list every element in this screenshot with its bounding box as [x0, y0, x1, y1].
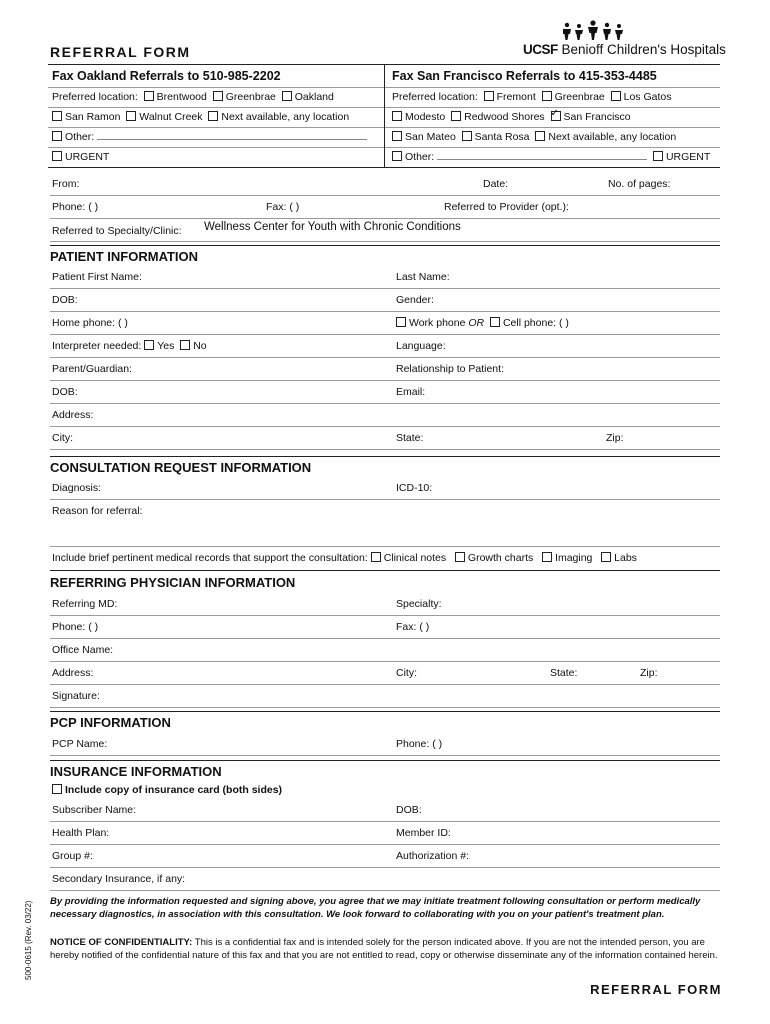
interpreter-row[interactable] [50, 334, 720, 358]
san-francisco-checkbox[interactable] [551, 111, 561, 121]
reason-row[interactable] [50, 499, 720, 547]
from-label: From: [52, 178, 80, 190]
home-phone-label: Home phone: ( ) [52, 317, 128, 329]
secondary-row[interactable] [50, 867, 720, 891]
member-label: Member ID: [396, 827, 451, 839]
santa-rosa-checkbox[interactable] [462, 131, 472, 141]
sf-pref-row3 [392, 131, 676, 143]
loc-label: Santa Rosa [474, 131, 530, 143]
oak-other-checkbox[interactable] [52, 131, 62, 141]
gender-label: Gender: [396, 294, 434, 306]
last-name-label: Last Name: [396, 271, 450, 283]
loc-label: San Mateo [405, 131, 456, 143]
relationship-label: Relationship to Patient: [396, 363, 504, 375]
oakland-checkbox[interactable] [282, 91, 292, 101]
state-label: State: [396, 432, 424, 444]
bottom-form-title: REFERRAL FORM [590, 982, 722, 997]
oak-other-input[interactable] [97, 139, 367, 140]
sf-other-row [392, 151, 710, 163]
diagnosis-row[interactable] [50, 476, 720, 500]
include-card-checkbox[interactable] [52, 784, 62, 794]
first-name-label: Patient First Name: [52, 271, 142, 283]
group-row[interactable] [50, 844, 720, 868]
auth-label: Authorization #: [396, 850, 469, 862]
los-gatos-checkbox[interactable] [611, 91, 621, 101]
secondary-label: Secondary Insurance, if any: [52, 873, 186, 885]
phone-label: Phone: ( ) [52, 201, 99, 213]
interpreter-group [52, 340, 207, 352]
loc-label: Next available, any location [221, 111, 350, 123]
labs-checkbox[interactable] [601, 552, 611, 562]
loc-label: Modesto [405, 111, 446, 123]
plan-row[interactable] [50, 821, 720, 845]
loc-label: Brentwood [156, 91, 207, 103]
loc-label: Next available, any location [548, 131, 677, 143]
specialty-row[interactable] [50, 218, 720, 242]
loc-label: San Francisco [563, 111, 631, 123]
interpreter-label: Interpreter needed: [52, 340, 142, 352]
include-card-row [52, 784, 282, 796]
option-label: Labs [614, 552, 637, 564]
sf-next-available-checkbox[interactable] [535, 131, 545, 141]
patient-phone-row[interactable] [50, 311, 720, 335]
loc-label: Fremont [496, 91, 536, 103]
guardian-dob-label: DOB: [52, 386, 78, 398]
loc-label: Walnut Creek [139, 111, 203, 123]
work-cell-group [396, 317, 569, 329]
sf-pref-row [392, 91, 672, 103]
interp-no-checkbox[interactable] [180, 340, 190, 350]
phys-address-row[interactable] [50, 661, 720, 685]
phys-city-label: City: [396, 667, 417, 679]
agreement-text: By providing the information requested and signing above, you agree that we may initiate treatment following consultation or perform medically necessary diagnostics, in association with this consultation. We look forward to collaborating with you on your patient's treatment plan. [50, 896, 701, 920]
notice-text: This is a confidential fax and is intended solely for the person indicated above. If you are not the intended person, you are hereby notified of the confidential nature of this fax and that you are not entitled to read, copy or otherwise disseminate any of the information contained herein. [50, 937, 718, 961]
insurance-heading: INSURANCE INFORMATION [50, 764, 222, 779]
ucsf-brand: UCSF [523, 42, 558, 57]
sf-pref-label: Preferred location: [392, 91, 478, 103]
icd-label: ICD-10: [396, 482, 433, 494]
phys-zip-label: Zip: [640, 667, 658, 679]
ucsf-logo [523, 20, 728, 60]
brentwood-checkbox[interactable] [144, 91, 154, 101]
option-label: Growth charts [467, 552, 534, 564]
city-row[interactable] [50, 426, 720, 450]
clinical-notes-checkbox[interactable] [371, 552, 381, 562]
patient-name-row[interactable] [50, 265, 720, 289]
subscriber-label: Subscriber Name: [52, 804, 137, 816]
pcp-row[interactable] [50, 732, 720, 756]
guardian-label: Parent/Guardian: [52, 363, 132, 375]
pcp-name-label: PCP Name: [52, 738, 108, 750]
other-label: Other: [405, 151, 435, 163]
physician-heading: REFERRING PHYSICIAN INFORMATION [50, 575, 296, 590]
oakland-pref-row [52, 91, 334, 103]
no-label: No [193, 340, 207, 352]
zip-label: Zip: [606, 432, 624, 444]
imaging-checkbox[interactable] [542, 552, 552, 562]
walnut-creek-checkbox[interactable] [126, 111, 136, 121]
md-label: Referring MD: [52, 598, 118, 610]
include-card-label: Include copy of insurance card (both sides) [65, 784, 283, 796]
sf-pref-row2 [392, 111, 631, 123]
sub-dob-label: DOB: [396, 804, 422, 816]
san-ramon-checkbox[interactable] [52, 111, 62, 121]
dob-label: DOB: [52, 294, 78, 306]
loc-label: Los Gatos [623, 91, 672, 103]
fremont-checkbox[interactable] [484, 91, 494, 101]
address-label: Address: [52, 409, 94, 421]
work-phone-label: Work phone [409, 317, 466, 329]
records-group [52, 552, 637, 564]
office-label: Office Name: [52, 644, 114, 656]
form-title: REFERRAL FORM [50, 44, 191, 60]
growth-charts-checkbox[interactable] [455, 552, 465, 562]
cell-phone-checkbox[interactable] [490, 317, 500, 327]
diagnosis-label: Diagnosis: [52, 482, 102, 494]
san-mateo-checkbox[interactable] [392, 131, 402, 141]
phys-state-label: State: [550, 667, 578, 679]
fax-routing-box [48, 64, 720, 168]
loc-label: Greenbrae [225, 91, 276, 103]
hospital-name: Benioff Children's Hospitals [561, 42, 726, 57]
greenbrae-oak-checkbox[interactable] [213, 91, 223, 101]
redwood-shores-checkbox[interactable] [451, 111, 461, 121]
phys-phone-row[interactable] [50, 615, 720, 639]
subscriber-row[interactable] [50, 798, 720, 822]
sf-other-input[interactable] [437, 159, 647, 160]
option-label: Clinical notes [383, 552, 447, 564]
address-row[interactable] [50, 403, 720, 427]
oakland-fax-heading: Fax Oakland Referrals to 510-985-2202 [52, 69, 281, 83]
yes-label: Yes [157, 340, 175, 352]
oakland-urgent-row [52, 151, 109, 163]
patient-dob-row[interactable] [50, 288, 720, 312]
cell-phone-label: Cell phone: ( ) [502, 317, 569, 329]
from-row[interactable] [50, 172, 720, 196]
reason-label: Reason for referral: [52, 505, 143, 517]
other-label: Other: [65, 131, 95, 143]
date-label: Date: [483, 178, 509, 190]
phys-specialty-label: Specialty: [396, 598, 442, 610]
sf-urgent-checkbox[interactable] [653, 151, 663, 161]
urgent-label: URGENT [65, 151, 110, 163]
oakland-pref-label: Preferred location: [52, 91, 138, 103]
pages-label: No. of pages: [608, 178, 671, 190]
modesto-checkbox[interactable] [392, 111, 402, 121]
signature-row[interactable] [50, 684, 720, 708]
city-label: City: [52, 432, 73, 444]
records-row [50, 546, 720, 569]
records-label: Include brief pertinent medical records that support the consultation: [52, 552, 368, 564]
sf-fax-heading: Fax San Francisco Referrals to 415-353-4485 [392, 69, 657, 83]
oakland-pref-row2 [52, 111, 349, 123]
guardian-row[interactable] [50, 357, 720, 381]
signature-label: Signature: [52, 690, 100, 702]
or-label: OR [468, 317, 485, 329]
language-label: Language: [396, 340, 446, 352]
pcp-heading: PCP INFORMATION [50, 715, 171, 730]
oak-next-available-checkbox[interactable] [208, 111, 218, 121]
specialty-value[interactable]: Wellness Center for Youth with Chronic Conditions [204, 221, 461, 233]
notice-label: NOTICE OF CONFIDENTIALITY: [50, 937, 193, 948]
oakland-other-row [52, 131, 367, 143]
fax-label: Fax: ( ) [266, 201, 300, 213]
guardian-dob-row[interactable] [50, 380, 720, 404]
interp-yes-checkbox[interactable] [144, 340, 154, 350]
children-logo-icon [561, 20, 631, 40]
phone-row[interactable] [50, 195, 720, 219]
revision-code: 500-0615 (Rev. 03/22) [24, 900, 33, 980]
loc-label: Oakland [294, 91, 334, 103]
consult-heading: CONSULTATION REQUEST INFORMATION [50, 460, 312, 475]
plan-label: Health Plan: [52, 827, 110, 839]
urgent-label: URGENT [665, 151, 711, 163]
md-row[interactable] [50, 592, 720, 616]
specialty-label: Referred to Specialty/Clinic: [52, 225, 182, 237]
loc-label: Greenbrae [554, 91, 605, 103]
loc-label: San Ramon [65, 111, 121, 123]
email-label: Email: [396, 386, 426, 398]
sf-other-checkbox[interactable] [392, 151, 402, 161]
referred-provider-label: Referred to Provider (opt.): [444, 201, 569, 213]
loc-label: Redwood Shores [464, 111, 545, 123]
oak-urgent-checkbox[interactable] [52, 151, 62, 161]
phys-address-label: Address: [52, 667, 94, 679]
patient-heading: PATIENT INFORMATION [50, 249, 199, 264]
office-row[interactable] [50, 638, 720, 662]
confidentiality-notice [50, 937, 720, 962]
greenbrae-sf-checkbox[interactable] [542, 91, 552, 101]
work-phone-checkbox[interactable] [396, 317, 406, 327]
group-label: Group #: [52, 850, 93, 862]
pcp-phone-label: Phone: ( ) [396, 738, 443, 750]
phys-fax-label: Fax: ( ) [396, 621, 430, 633]
option-label: Imaging [555, 552, 593, 564]
phys-phone-label: Phone: ( ) [52, 621, 99, 633]
